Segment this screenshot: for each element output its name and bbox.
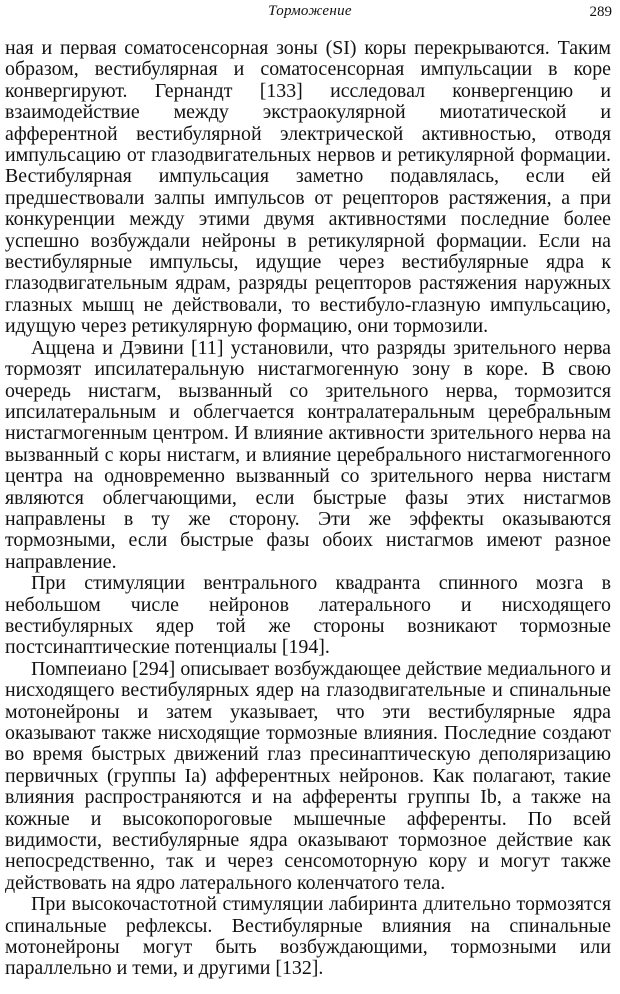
text-body (5, 38, 611, 980)
paragraph-high-frequency-stimulation: При высокочастотной стимуляции лабиринта длительно тормозятся спинальные рефлексы. Вестибулярные влияния на спинальные мотонейроны могут быть возбуждающими, тормозными или параллельно и теми, и другими [132]. (5, 893, 611, 980)
running-head (0, 2, 620, 20)
page-number: 289 (589, 4, 612, 20)
paragraph-ventral-quadrant: При стимуляции вентрального квадранта спинного мозга в небольшом числе нейронов латерального и нисходящего вестибулярных ядер той же стороны возникают тормозные постсинаптические потенциалы [194]. (5, 572, 611, 659)
running-title: Торможение (268, 3, 352, 19)
paragraph-continued: ная и первая соматосенсорная зоны (SI) коры перекрываются. Таким образом, вестибулярная и соматосенсорная импульсации в коре конвергируют. Гернандт [133] исследовал конвергенцию и взаимодействие между экстраокулярной миотатической и афферентной вестибулярной электрической активностью, отводя импульсацию от глазодвигательных нервов и ретикулярной формации. Вестибулярная импульсация заметно подавлялась, если ей предшествовали залпы импульсов от рецепторов растяжения, а при конкуренции между этими двумя активностями последние более успешно возбуждали нейроны в ретикулярной формации. Если на вестибулярные импульсы, идущие через вестибулярные ядра к глазодвигательным ядрам, разряды рецепторов растяжения наружных глазных мышц не действовали, то вестибуло-глазную импульсацию, идущую через ретикулярную формацию, они тормозили. (5, 37, 611, 338)
paragraph-azzena-davini: Аццена и Дэвини [11] установили, что разряды зрительного нерва тормозят ипсилатеральную нистагмогенную зону в коре. В свою очередь нистагм, вызванный со зрительного нерва, тормозится ипсилатеральным и облегчается контралатеральным церебральным нистагмогенным центром. И влияние активности зрительного нерва на вызванный с коры нистагм, и влияние церебрального нистагмогенного центра на одновременно вызванный со зрительного нерва нистагм являются облегчающими, если быстрые фазы этих нистагмов направлены в ту же сторону. Эти же эффекты оказываются тормозными, если быстрые фазы обоих нистагмов имеют разное направление. (5, 336, 611, 573)
paragraph-pompeiano: Помпеиано [294] описывает возбуждающее действие медиального и нисходящего вестибулярных ядер на глазодвигательные и спинальные мотонейроны и затем указывает, что эти вестибулярные ядра оказывают также нисходящие тормозные влияния. Последние создают во время быстрых движений глаз пресинаптическую деполяризацию первичных (группы Ia) афферентных нейронов. Как полагают, такие влияния распространяются и на афференты группы Ib, а также на кожные и высокопороговые мышечные афференты. По всей видимости, вестибулярные ядра оказывают тормозное действие как непосредственно, так и через сенсомоторную кору и могут также действовать на ядро латерального коленчатого тела. (5, 657, 611, 894)
